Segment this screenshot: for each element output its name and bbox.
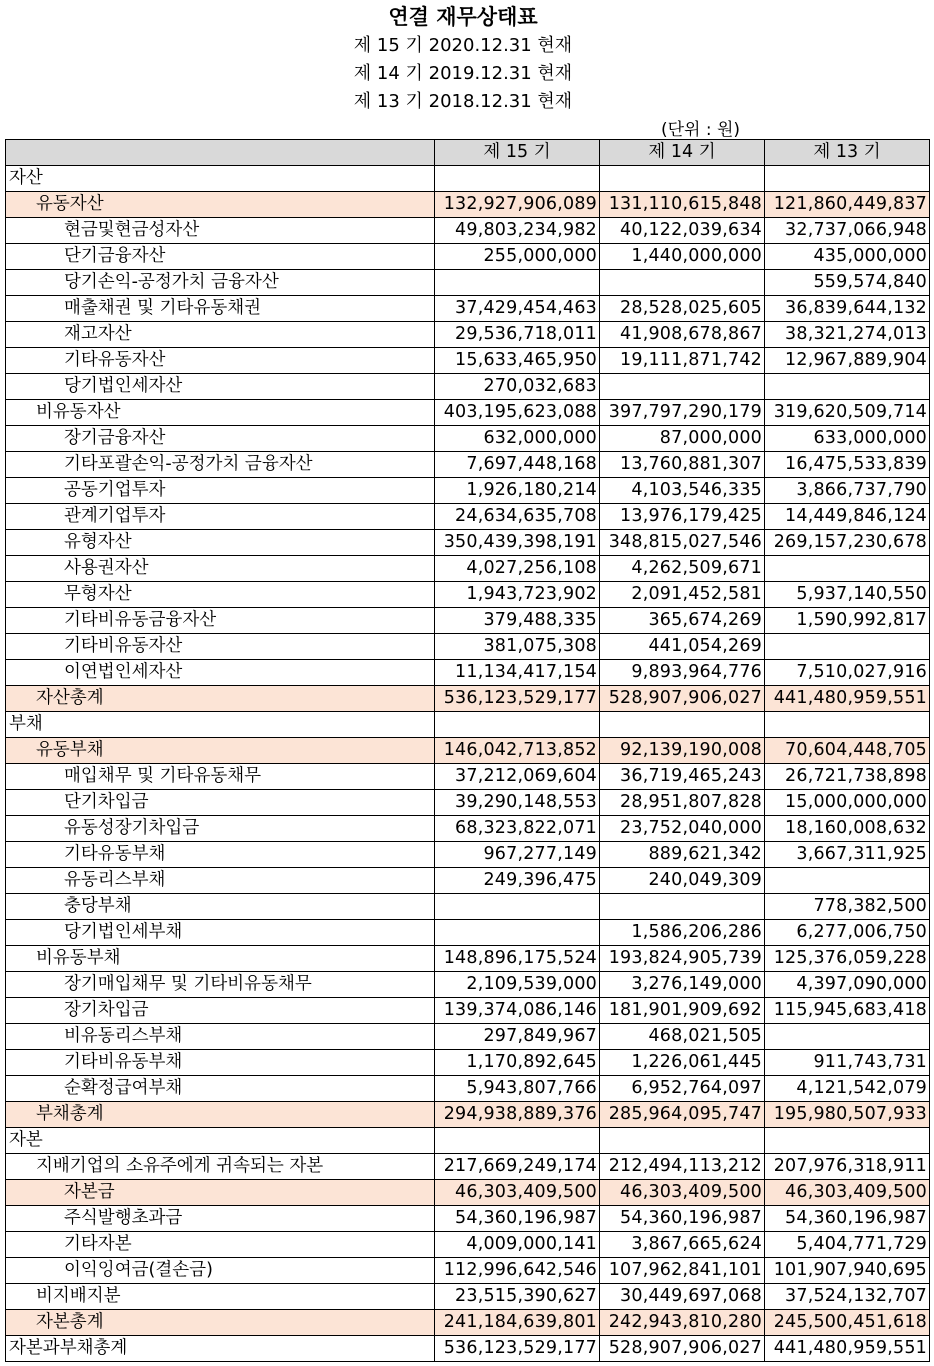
account-label: 관계기업투자 xyxy=(6,504,435,530)
amount-cell: 46,303,409,500 xyxy=(600,1180,765,1206)
amount-cell: 4,009,000,141 xyxy=(435,1232,600,1258)
amount-cell: 39,290,148,553 xyxy=(435,790,600,816)
amount-cell: 107,962,841,101 xyxy=(600,1258,765,1284)
table-row xyxy=(6,946,930,972)
table-row xyxy=(6,452,930,478)
amount-cell: 70,604,448,705 xyxy=(765,738,930,764)
account-label: 매출채권 및 기타유동채권 xyxy=(6,296,435,322)
amount-cell: 37,524,132,707 xyxy=(765,1284,930,1310)
table-row xyxy=(6,894,930,920)
amount-cell: 3,276,149,000 xyxy=(600,972,765,998)
table-row xyxy=(6,192,930,218)
amount-cell: 12,967,889,904 xyxy=(765,348,930,374)
header-period-13: 제 13 기 xyxy=(765,140,930,166)
table-row xyxy=(6,660,930,686)
amount-cell xyxy=(435,894,600,920)
balance-sheet-table xyxy=(5,139,930,1362)
amount-cell: 967,277,149 xyxy=(435,842,600,868)
account-label: 자본총계 xyxy=(6,1310,435,1336)
table-row xyxy=(6,244,930,270)
amount-cell: 1,170,892,645 xyxy=(435,1050,600,1076)
amount-cell: 911,743,731 xyxy=(765,1050,930,1076)
amount-cell: 54,360,196,987 xyxy=(435,1206,600,1232)
amount-cell: 23,515,390,627 xyxy=(435,1284,600,1310)
account-label: 유동리스부채 xyxy=(6,868,435,894)
amount-cell: 381,075,308 xyxy=(435,634,600,660)
table-row xyxy=(6,1336,930,1362)
amount-cell: 14,449,846,124 xyxy=(765,504,930,530)
account-label: 기타유동부채 xyxy=(6,842,435,868)
amount-cell: 441,054,269 xyxy=(600,634,765,660)
amount-cell: 24,634,635,708 xyxy=(435,504,600,530)
account-label: 사용권자산 xyxy=(6,556,435,582)
unit-label: (단위 : 원) xyxy=(661,120,741,140)
amount-cell: 889,621,342 xyxy=(600,842,765,868)
table-row xyxy=(6,1128,930,1154)
amount-cell: 36,839,644,132 xyxy=(765,296,930,322)
amount-cell xyxy=(765,166,930,192)
account-label: 장기금융자산 xyxy=(6,426,435,452)
table-row xyxy=(6,842,930,868)
amount-cell: 778,382,500 xyxy=(765,894,930,920)
table-row xyxy=(6,816,930,842)
amount-cell: 441,480,959,551 xyxy=(765,1336,930,1362)
account-label: 비유동부채 xyxy=(6,946,435,972)
amount-cell: 285,964,095,747 xyxy=(600,1102,765,1128)
amount-cell: 1,943,723,902 xyxy=(435,582,600,608)
amount-cell: 19,111,871,742 xyxy=(600,348,765,374)
amount-cell: 255,000,000 xyxy=(435,244,600,270)
amount-cell: 132,927,906,089 xyxy=(435,192,600,218)
statement-title: 연결 재무상태표 xyxy=(388,5,538,29)
table-row xyxy=(6,530,930,556)
table-row xyxy=(6,1076,930,1102)
amount-cell: 270,032,683 xyxy=(435,374,600,400)
amount-cell: 54,360,196,987 xyxy=(765,1206,930,1232)
amount-cell: 297,849,967 xyxy=(435,1024,600,1050)
amount-cell xyxy=(600,374,765,400)
account-label: 무형자산 xyxy=(6,582,435,608)
account-label: 충당부채 xyxy=(6,894,435,920)
account-label: 단기금융자산 xyxy=(6,244,435,270)
table-row xyxy=(6,1310,930,1336)
amount-cell: 3,867,665,624 xyxy=(600,1232,765,1258)
amount-cell xyxy=(765,868,930,894)
amount-cell: 54,360,196,987 xyxy=(600,1206,765,1232)
account-label: 유동부채 xyxy=(6,738,435,764)
amount-cell: 365,674,269 xyxy=(600,608,765,634)
account-label: 기타비유동금융자산 xyxy=(6,608,435,634)
amount-cell xyxy=(435,712,600,738)
amount-cell: 212,494,113,212 xyxy=(600,1154,765,1180)
amount-cell: 28,951,807,828 xyxy=(600,790,765,816)
amount-cell: 41,908,678,867 xyxy=(600,322,765,348)
account-label: 지배기업의 소유주에게 귀속되는 자본 xyxy=(6,1154,435,1180)
table-row xyxy=(6,426,930,452)
amount-cell: 37,212,069,604 xyxy=(435,764,600,790)
amount-cell: 6,952,764,097 xyxy=(600,1076,765,1102)
amount-cell xyxy=(765,1128,930,1154)
amount-cell: 1,440,000,000 xyxy=(600,244,765,270)
amount-cell: 148,896,175,524 xyxy=(435,946,600,972)
amount-cell: 38,321,274,013 xyxy=(765,322,930,348)
account-label: 자본금 xyxy=(6,1180,435,1206)
table-row xyxy=(6,504,930,530)
amount-cell: 294,938,889,376 xyxy=(435,1102,600,1128)
amount-cell: 348,815,027,546 xyxy=(600,530,765,556)
amount-cell: 30,449,697,068 xyxy=(600,1284,765,1310)
table-row xyxy=(6,348,930,374)
amount-cell: 87,000,000 xyxy=(600,426,765,452)
table-row xyxy=(6,322,930,348)
amount-cell: 5,943,807,766 xyxy=(435,1076,600,1102)
table-row xyxy=(6,972,930,998)
table-row xyxy=(6,686,930,712)
amount-cell xyxy=(765,634,930,660)
amount-cell: 4,027,256,108 xyxy=(435,556,600,582)
account-label: 장기차입금 xyxy=(6,998,435,1024)
table-row xyxy=(6,1024,930,1050)
account-label: 부채 xyxy=(6,712,435,738)
amount-cell: 49,803,234,982 xyxy=(435,218,600,244)
table-row xyxy=(6,712,930,738)
amount-cell: 101,907,940,695 xyxy=(765,1258,930,1284)
amount-cell: 350,439,398,191 xyxy=(435,530,600,556)
amount-cell: 7,697,448,168 xyxy=(435,452,600,478)
amount-cell: 207,976,318,911 xyxy=(765,1154,930,1180)
table-row xyxy=(6,166,930,192)
amount-cell: 1,226,061,445 xyxy=(600,1050,765,1076)
account-label: 유동자산 xyxy=(6,192,435,218)
amount-cell: 115,945,683,418 xyxy=(765,998,930,1024)
amount-cell xyxy=(600,1128,765,1154)
account-label: 순확정급여부채 xyxy=(6,1076,435,1102)
amount-cell: 11,134,417,154 xyxy=(435,660,600,686)
amount-cell: 241,184,639,801 xyxy=(435,1310,600,1336)
account-label: 기타비유동부채 xyxy=(6,1050,435,1076)
amount-cell: 249,396,475 xyxy=(435,868,600,894)
amount-cell: 4,397,090,000 xyxy=(765,972,930,998)
table-row xyxy=(6,270,930,296)
amount-cell: 4,262,509,671 xyxy=(600,556,765,582)
amount-cell: 23,752,040,000 xyxy=(600,816,765,842)
table-row xyxy=(6,868,930,894)
amount-cell: 16,475,533,839 xyxy=(765,452,930,478)
account-label: 자산총계 xyxy=(6,686,435,712)
amount-cell: 240,049,309 xyxy=(600,868,765,894)
period-prior: 제 14 기 2019.12.31 현재 xyxy=(353,63,573,84)
account-label: 당기법인세자산 xyxy=(6,374,435,400)
account-label: 주식발행초과금 xyxy=(6,1206,435,1232)
amount-cell: 125,376,059,228 xyxy=(765,946,930,972)
amount-cell: 40,122,039,634 xyxy=(600,218,765,244)
table-header-row xyxy=(6,140,930,166)
header-period-15: 제 15 기 xyxy=(435,140,600,166)
amount-cell: 4,121,542,079 xyxy=(765,1076,930,1102)
amount-cell: 3,866,737,790 xyxy=(765,478,930,504)
table-row xyxy=(6,556,930,582)
amount-cell: 217,669,249,174 xyxy=(435,1154,600,1180)
account-label: 자본과부채총계 xyxy=(6,1336,435,1362)
amount-cell: 245,500,451,618 xyxy=(765,1310,930,1336)
amount-cell: 193,824,905,739 xyxy=(600,946,765,972)
amount-cell: 559,574,840 xyxy=(765,270,930,296)
amount-cell: 536,123,529,177 xyxy=(435,1336,600,1362)
account-label: 비유동자산 xyxy=(6,400,435,426)
amount-cell: 6,277,006,750 xyxy=(765,920,930,946)
amount-cell: 441,480,959,551 xyxy=(765,686,930,712)
amount-cell: 26,721,738,898 xyxy=(765,764,930,790)
account-label: 유형자산 xyxy=(6,530,435,556)
account-label: 장기매입채무 및 기타비유동채무 xyxy=(6,972,435,998)
account-label: 재고자산 xyxy=(6,322,435,348)
amount-cell: 9,893,964,776 xyxy=(600,660,765,686)
table-row xyxy=(6,1206,930,1232)
amount-cell: 2,109,539,000 xyxy=(435,972,600,998)
amount-cell: 92,139,190,008 xyxy=(600,738,765,764)
amount-cell: 28,528,025,605 xyxy=(600,296,765,322)
table-row xyxy=(6,1232,930,1258)
amount-cell: 46,303,409,500 xyxy=(435,1180,600,1206)
table-row xyxy=(6,296,930,322)
table-row xyxy=(6,998,930,1024)
table-row xyxy=(6,608,930,634)
amount-cell: 37,429,454,463 xyxy=(435,296,600,322)
amount-cell: 139,374,086,146 xyxy=(435,998,600,1024)
account-label: 기타유동자산 xyxy=(6,348,435,374)
period-current: 제 15 기 2020.12.31 현재 xyxy=(353,35,573,56)
account-label: 공동기업투자 xyxy=(6,478,435,504)
amount-cell: 15,633,465,950 xyxy=(435,348,600,374)
account-label: 당기손익-공정가치 금융자산 xyxy=(6,270,435,296)
amount-cell xyxy=(435,166,600,192)
amount-cell: 633,000,000 xyxy=(765,426,930,452)
account-label: 당기법인세부채 xyxy=(6,920,435,946)
amount-cell xyxy=(600,270,765,296)
amount-cell: 1,926,180,214 xyxy=(435,478,600,504)
amount-cell: 528,907,906,027 xyxy=(600,686,765,712)
amount-cell xyxy=(435,1128,600,1154)
amount-cell: 3,667,311,925 xyxy=(765,842,930,868)
amount-cell xyxy=(765,712,930,738)
table-row xyxy=(6,1284,930,1310)
table-row xyxy=(6,738,930,764)
account-label: 기타자본 xyxy=(6,1232,435,1258)
table-row xyxy=(6,790,930,816)
period-prior-2: 제 13 기 2018.12.31 현재 xyxy=(353,91,573,112)
table-row xyxy=(6,1180,930,1206)
amount-cell: 32,737,066,948 xyxy=(765,218,930,244)
amount-cell: 269,157,230,678 xyxy=(765,530,930,556)
amount-cell: 536,123,529,177 xyxy=(435,686,600,712)
account-label: 이연법인세자산 xyxy=(6,660,435,686)
amount-cell: 1,590,992,817 xyxy=(765,608,930,634)
amount-cell: 242,943,810,280 xyxy=(600,1310,765,1336)
amount-cell: 13,976,179,425 xyxy=(600,504,765,530)
amount-cell: 397,797,290,179 xyxy=(600,400,765,426)
amount-cell xyxy=(600,166,765,192)
header-period-14: 제 14 기 xyxy=(600,140,765,166)
table-row xyxy=(6,374,930,400)
account-label: 비유동리스부채 xyxy=(6,1024,435,1050)
table-row xyxy=(6,478,930,504)
amount-cell: 13,760,881,307 xyxy=(600,452,765,478)
amount-cell: 1,586,206,286 xyxy=(600,920,765,946)
table-row xyxy=(6,1154,930,1180)
account-label: 현금및현금성자산 xyxy=(6,218,435,244)
account-label: 자본 xyxy=(6,1128,435,1154)
table-row xyxy=(6,218,930,244)
amount-cell: 15,000,000,000 xyxy=(765,790,930,816)
amount-cell: 4,103,546,335 xyxy=(600,478,765,504)
amount-cell xyxy=(765,1024,930,1050)
account-label: 자산 xyxy=(6,166,435,192)
account-label: 비지배지분 xyxy=(6,1284,435,1310)
amount-cell: 112,996,642,546 xyxy=(435,1258,600,1284)
amount-cell: 68,323,822,071 xyxy=(435,816,600,842)
amount-cell: 36,719,465,243 xyxy=(600,764,765,790)
amount-cell: 146,042,713,852 xyxy=(435,738,600,764)
amount-cell: 632,000,000 xyxy=(435,426,600,452)
account-label: 이익잉여금(결손금) xyxy=(6,1258,435,1284)
amount-cell: 181,901,909,692 xyxy=(600,998,765,1024)
table-row xyxy=(6,1050,930,1076)
amount-cell xyxy=(435,270,600,296)
amount-cell: 319,620,509,714 xyxy=(765,400,930,426)
table-row xyxy=(6,1102,930,1128)
account-label: 기타비유동자산 xyxy=(6,634,435,660)
account-label: 부채총계 xyxy=(6,1102,435,1128)
amount-cell xyxy=(435,920,600,946)
table-row xyxy=(6,582,930,608)
amount-cell: 403,195,623,088 xyxy=(435,400,600,426)
table-row xyxy=(6,400,930,426)
amount-cell xyxy=(765,556,930,582)
amount-cell xyxy=(600,894,765,920)
amount-cell: 195,980,507,933 xyxy=(765,1102,930,1128)
amount-cell: 2,091,452,581 xyxy=(600,582,765,608)
amount-cell: 46,303,409,500 xyxy=(765,1180,930,1206)
amount-cell: 379,488,335 xyxy=(435,608,600,634)
amount-cell xyxy=(600,712,765,738)
amount-cell: 5,404,771,729 xyxy=(765,1232,930,1258)
amount-cell: 528,907,906,027 xyxy=(600,1336,765,1362)
amount-cell: 131,110,615,848 xyxy=(600,192,765,218)
account-label: 기타포괄손익-공정가치 금융자산 xyxy=(6,452,435,478)
header-account xyxy=(6,140,435,166)
amount-cell: 5,937,140,550 xyxy=(765,582,930,608)
amount-cell: 18,160,008,632 xyxy=(765,816,930,842)
account-label: 매입채무 및 기타유동채무 xyxy=(6,764,435,790)
amount-cell: 29,536,718,011 xyxy=(435,322,600,348)
amount-cell: 7,510,027,916 xyxy=(765,660,930,686)
table-row xyxy=(6,1258,930,1284)
account-label: 유동성장기차입금 xyxy=(6,816,435,842)
account-label: 단기차입금 xyxy=(6,790,435,816)
table-row xyxy=(6,634,930,660)
amount-cell xyxy=(765,374,930,400)
table-row xyxy=(6,764,930,790)
amount-cell: 468,021,505 xyxy=(600,1024,765,1050)
amount-cell: 435,000,000 xyxy=(765,244,930,270)
amount-cell: 121,860,449,837 xyxy=(765,192,930,218)
table-row xyxy=(6,920,930,946)
